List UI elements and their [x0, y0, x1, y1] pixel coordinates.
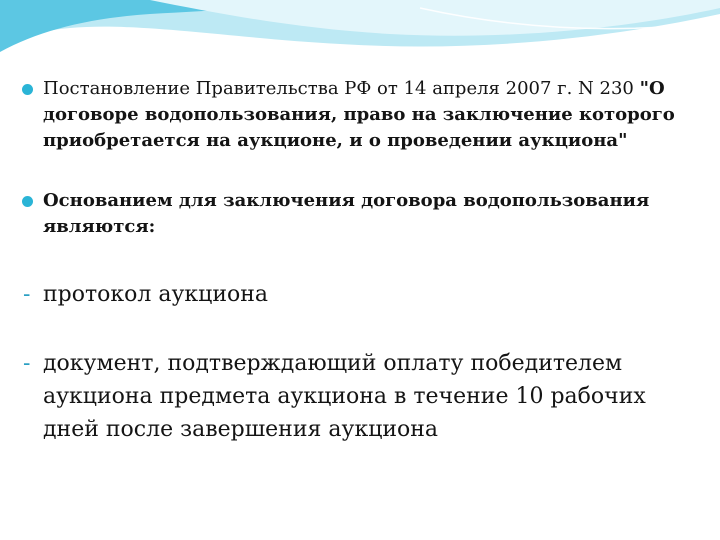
slide-content: [22, 76, 702, 446]
basis-text: Основанием для заключения договора водопользования являются:: [43, 190, 650, 237]
bullet-dot-icon: [22, 196, 33, 207]
protocol-text: протокол аукциона: [43, 282, 269, 307]
dash-item-payment-document: [22, 347, 702, 446]
dash-item-protocol: [22, 278, 702, 311]
header-wave-decoration: [0, 0, 720, 80]
resolution-title-regular: Постановление Правительства РФ от 14 апреля 2007 г. N 230: [43, 78, 640, 99]
dash-marker: -: [23, 282, 31, 307]
bullet-item-basis: [22, 188, 702, 240]
resolution-title-bold: "О договоре водопользования, право на заключение которого приобретается на аукционе, и о проведении аукциона": [43, 78, 675, 151]
dash-marker: -: [23, 351, 31, 376]
payment-document-text: документ, подтверждающий оплату победителем аукциона предмета аукциона в течение 10 рабочих дней после завершения аукциона: [43, 351, 646, 442]
bullet-dot-icon: [22, 84, 33, 95]
bullet-item-resolution: [22, 76, 702, 154]
